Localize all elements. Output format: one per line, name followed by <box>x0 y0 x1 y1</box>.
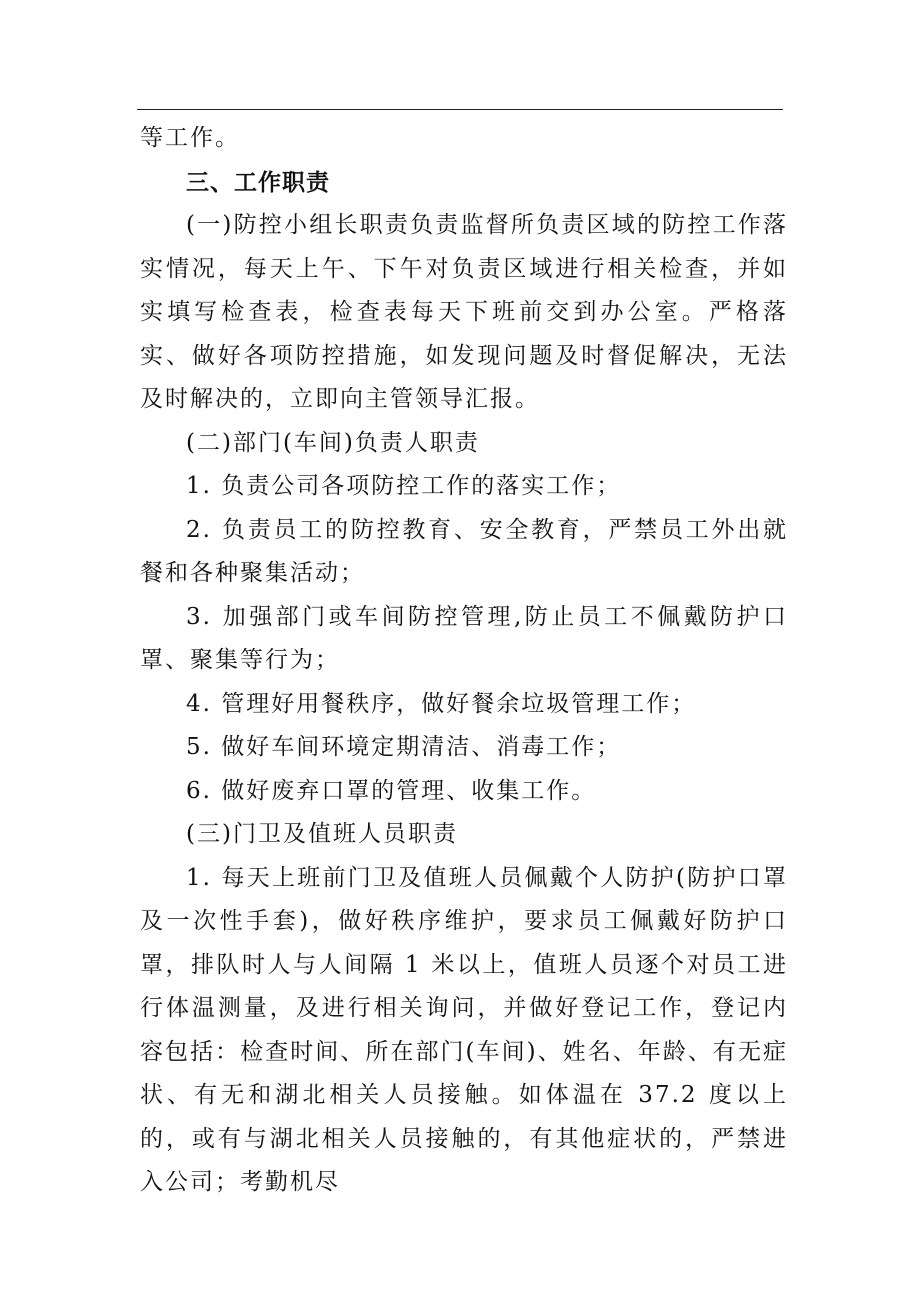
header-rule <box>137 109 783 110</box>
group2-item: 1. 负责公司各项防控工作的落实工作； <box>186 473 622 499</box>
group2-item: 3. 加强部门或车间防控管理,防止员工不佩戴防护口罩、聚集等行为； <box>140 603 788 673</box>
group2-item: 5. 做好车间环境定期清洁、消毒工作； <box>186 734 622 760</box>
continuation-text: 等工作。 <box>140 125 240 151</box>
group2-item: 4. 管理好用餐秩序，做好餐余垃圾管理工作； <box>186 690 697 717</box>
group1-paragraph: (一)防控小组长职责负责监督所负责区域的防控工作落实情况，每天上午、下午对负责区域进行相关检查，并如实填写检查表，检查表每天下班前交到办公室。严格落实、做好各项防控措施，如发现问题及时督促解决，无法及时解决的，立即向主管领导汇报。 <box>140 212 788 412</box>
section-heading: 三、工作职责 <box>186 168 330 196</box>
document-body <box>140 117 788 1205</box>
group2-heading: (二)部门(车间)负责人职责 <box>186 429 480 456</box>
group2-item: 2. 负责员工的防控教育、安全教育，严禁员工外出就餐和各种聚集活动； <box>140 516 788 586</box>
group3-heading: (三)门卫及值班人员职责 <box>186 821 458 847</box>
group2-item: 6. 做好废弃口罩的管理、收集工作。 <box>186 777 597 804</box>
group3-item: 1. 每天上班前门卫及值班人员佩戴个人防护(防护口罩及一次性手套)，做好秩序维护，要求员工佩戴好防护口罩，排队时人与人间隔 1 米以上，值班人员逐个对员工进行体温测量，及进行相关询问，并做好登记工作，登记内容包括：检查时间、所在部门(车间)、姓名、年龄、有无症状、有无和湖北相关人员接触。如体温在 37.2 度以上的，或有与湖北相关人员接触的，有其他症状的，严禁进入公司；考勤机尽 <box>140 864 788 1195</box>
